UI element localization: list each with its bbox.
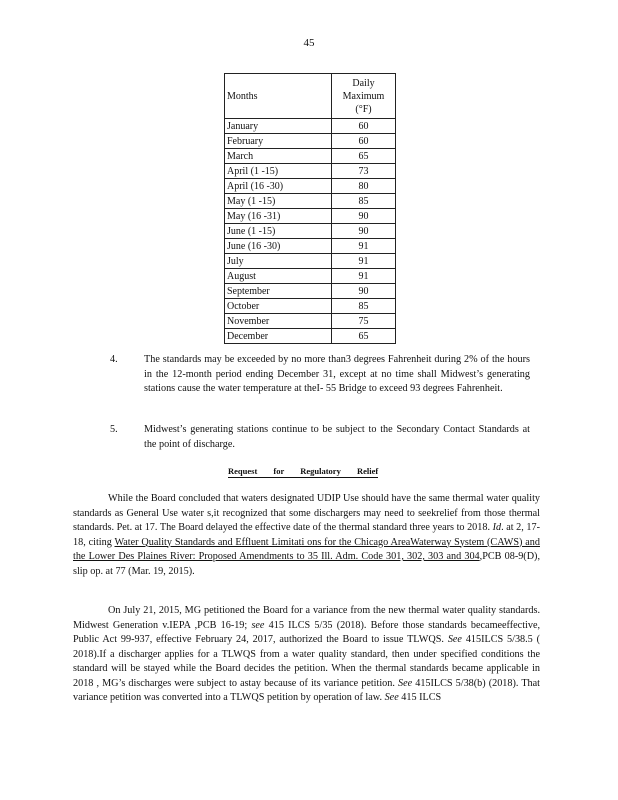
citation-see: See — [447, 634, 462, 645]
section-heading: Request for Regulatory Relief — [228, 466, 379, 476]
month-cell: October — [225, 299, 332, 314]
max-temp-cell: 65 — [332, 149, 396, 164]
month-cell: January — [225, 119, 332, 134]
month-cell: June (1 -15) — [225, 224, 332, 239]
table-row — [225, 254, 396, 269]
item-text: The standards may be exceeded by no more than3 degrees Fahrenheit during 2% of the hours in the 12-month period ending December 31, except at no time shall Midwest’s generating stations cause the water temperature at theI- 55 Bridge to exceed 93 degrees Fahrenheit. — [144, 354, 530, 394]
month-cell: June (16 -30) — [225, 239, 332, 254]
citation-id: Id — [492, 522, 502, 533]
item-text: Midwest’s generating stations continue to be subject to the Secondary Contact Standards at the point of discharge. — [144, 424, 530, 450]
para-text: 415ILCS 5/38(b) (2018). That variance petition was converted into a TLWQS petition by operation of law. — [73, 677, 540, 703]
citation-see: See — [398, 677, 413, 689]
table-row — [225, 269, 396, 284]
paragraph-variance-petition — [73, 604, 540, 706]
table-row — [225, 119, 396, 134]
table-row — [225, 284, 396, 299]
max-temp-cell: 85 — [332, 194, 396, 209]
max-temp-cell: 60 — [332, 119, 396, 134]
citation-see: See — [384, 692, 399, 703]
citation-see: see — [251, 619, 265, 631]
month-cell: August — [225, 269, 332, 284]
page-number: 45 — [303, 37, 315, 49]
case-title: Water Quality Standards and Effluent Limitati ons for the Chicago AreaWaterway System (CAWS) and the Lower Des Plaines River: Proposed Amendments to 35 Ill. Adm. Code 301, 302, 303 and 304 — [73, 536, 540, 562]
numbered-item-5 — [110, 423, 530, 452]
table-row — [225, 299, 396, 314]
month-cell: April (1 -15) — [225, 164, 332, 179]
table-row — [225, 179, 396, 194]
item-number: 4. — [110, 354, 118, 365]
table-row — [225, 134, 396, 149]
para-text: . at 2, 17-18, citing — [73, 522, 540, 548]
max-temp-cell: 90 — [332, 224, 396, 239]
table-row — [225, 209, 396, 224]
table-row — [225, 239, 396, 254]
table-row — [225, 149, 396, 164]
para-text: 415ILCS 5/38.5 ( 2018).If a discharger applies for a TLWQS from a water quality standard, then under specified conditions the standard will be stayed while the Board decides the petition. When the thermal standards became applicable in 2018 , MG’s discharges were subject to astay because of its variance petition. — [73, 634, 541, 689]
table-row — [225, 314, 396, 329]
max-temp-cell: 91 — [332, 254, 396, 269]
paragraph-board-conclusion — [73, 492, 540, 579]
item-number: 5. — [110, 424, 118, 435]
month-cell: July — [225, 254, 332, 269]
max-temp-cell: 60 — [332, 134, 396, 149]
para-text: 415 ILCS 5/35 (2018). Before those standards becameeffective, Public Act 99-937, effective February 24, 2017, authorized the Board to issue TLWQS. — [73, 619, 541, 645]
months-column-header: Months — [225, 74, 332, 119]
month-cell: May (16 -31) — [225, 209, 332, 224]
temperature-table — [224, 73, 396, 344]
max-temp-cell: 85 — [332, 299, 396, 314]
max-temp-cell: 73 — [332, 164, 396, 179]
max-temp-cell: 80 — [332, 179, 396, 194]
header-line: (°F) — [355, 103, 372, 115]
table-header-row — [225, 74, 396, 119]
month-cell: April (16 -30) — [225, 179, 332, 194]
para-text: ,PCB 08-9(D), slip op. at 77 (Mar. 19, 2015). — [73, 551, 540, 577]
month-cell: November — [225, 314, 332, 329]
numbered-item-4 — [110, 353, 530, 397]
max-temp-cell: 90 — [332, 284, 396, 299]
para-text: 415 ILCS — [401, 692, 442, 703]
daily-maximum-column-header — [332, 74, 396, 119]
max-temp-cell: 65 — [332, 329, 396, 344]
max-temp-cell: 91 — [332, 239, 396, 254]
table-row — [225, 224, 396, 239]
table-row — [225, 164, 396, 179]
max-temp-cell: 90 — [332, 209, 396, 224]
month-cell: March — [225, 149, 332, 164]
month-cell: February — [225, 134, 332, 149]
para-text: On July 21, 2015, MG petitioned the Board for a variance from the new thermal water quality standards. Midwest Generation v.IEPA ,PCB 16-19; — [73, 605, 540, 631]
para-text: While the Board concluded that waters designated UDIP Use should have the same thermal water quality standards as General Use water s,it recognized that some dischargers may need to seekrelief from those thermal standards. Pet. at 17. The Board delayed the effective date of the thermal standard three years to 2018. — [73, 493, 540, 533]
month-cell: May (1 -15) — [225, 194, 332, 209]
table-row — [225, 194, 396, 209]
max-temp-cell: 75 — [332, 314, 396, 329]
table-row — [225, 329, 396, 344]
max-temp-cell: 91 — [332, 269, 396, 284]
month-cell: September — [225, 284, 332, 299]
month-cell: December — [225, 329, 332, 344]
header-line: Maximum — [342, 90, 385, 102]
header-line: Daily — [352, 77, 375, 89]
